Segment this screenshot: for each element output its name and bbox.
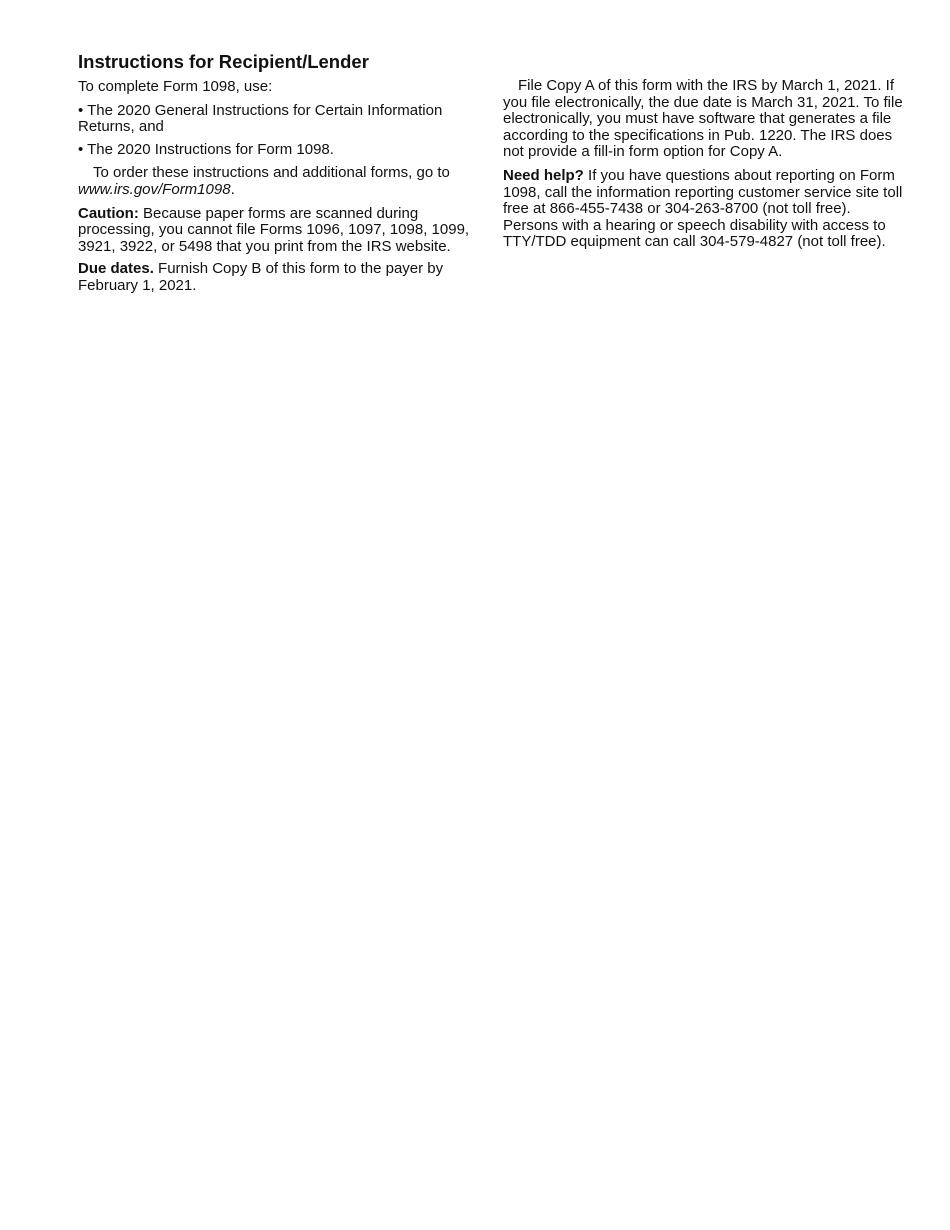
bullet-form-instructions: • The 2020 Instructions for Form 1098.: [78, 140, 334, 158]
right-column: [503, 78, 903, 257]
bullet-general-instructions: • The 2020 General Instructions for Certain Information Returns, and: [78, 101, 443, 136]
order-paragraph: [78, 165, 470, 198]
intro-text: To complete Form 1098, use:: [78, 78, 273, 95]
due-dates-text: Furnish Copy B of this form to the payer by February 1, 2021.: [78, 260, 444, 294]
order-text: To order these instructions and additional forms, go to: [93, 164, 450, 182]
form-url: www.irs.gov/Form1098: [78, 180, 231, 198]
file-copy-a-paragraph: File Copy A of this form with the IRS by March 1, 2021. If you file electronically, the due date is March 31, 2021. To file electronically, you must have software that generates a file according to the specifications in Pub. 1220. The IRS does not provide a fill-in form option for Copy A.: [503, 77, 903, 161]
caution-paragraph: [78, 206, 470, 256]
order-end: .: [230, 180, 235, 198]
page-title: Instructions for Recipient/Lender: [78, 51, 369, 72]
caution-label: Caution:: [78, 204, 139, 222]
need-help-text: If you have questions about reporting on Form 1098, call the information reporting customer service site toll free at 866-455-7438 or 304-263-8700 (not toll free). Persons with a hearing or speech disability with access to TTY/TDD equipment can call 304-579-4827 (not toll free).: [503, 166, 903, 251]
need-help-paragraph: [503, 168, 903, 251]
due-dates-paragraph: [78, 261, 470, 294]
left-column: [78, 79, 470, 301]
need-help-label: Need help?: [503, 166, 584, 184]
caution-text: Because paper forms are scanned during processing, you cannot file Forms 1096, 1097, 1098, 1099, 3921, 3922, or 5498 that you print from the IRS website.: [78, 204, 470, 255]
due-dates-label: Due dates.: [78, 260, 154, 278]
